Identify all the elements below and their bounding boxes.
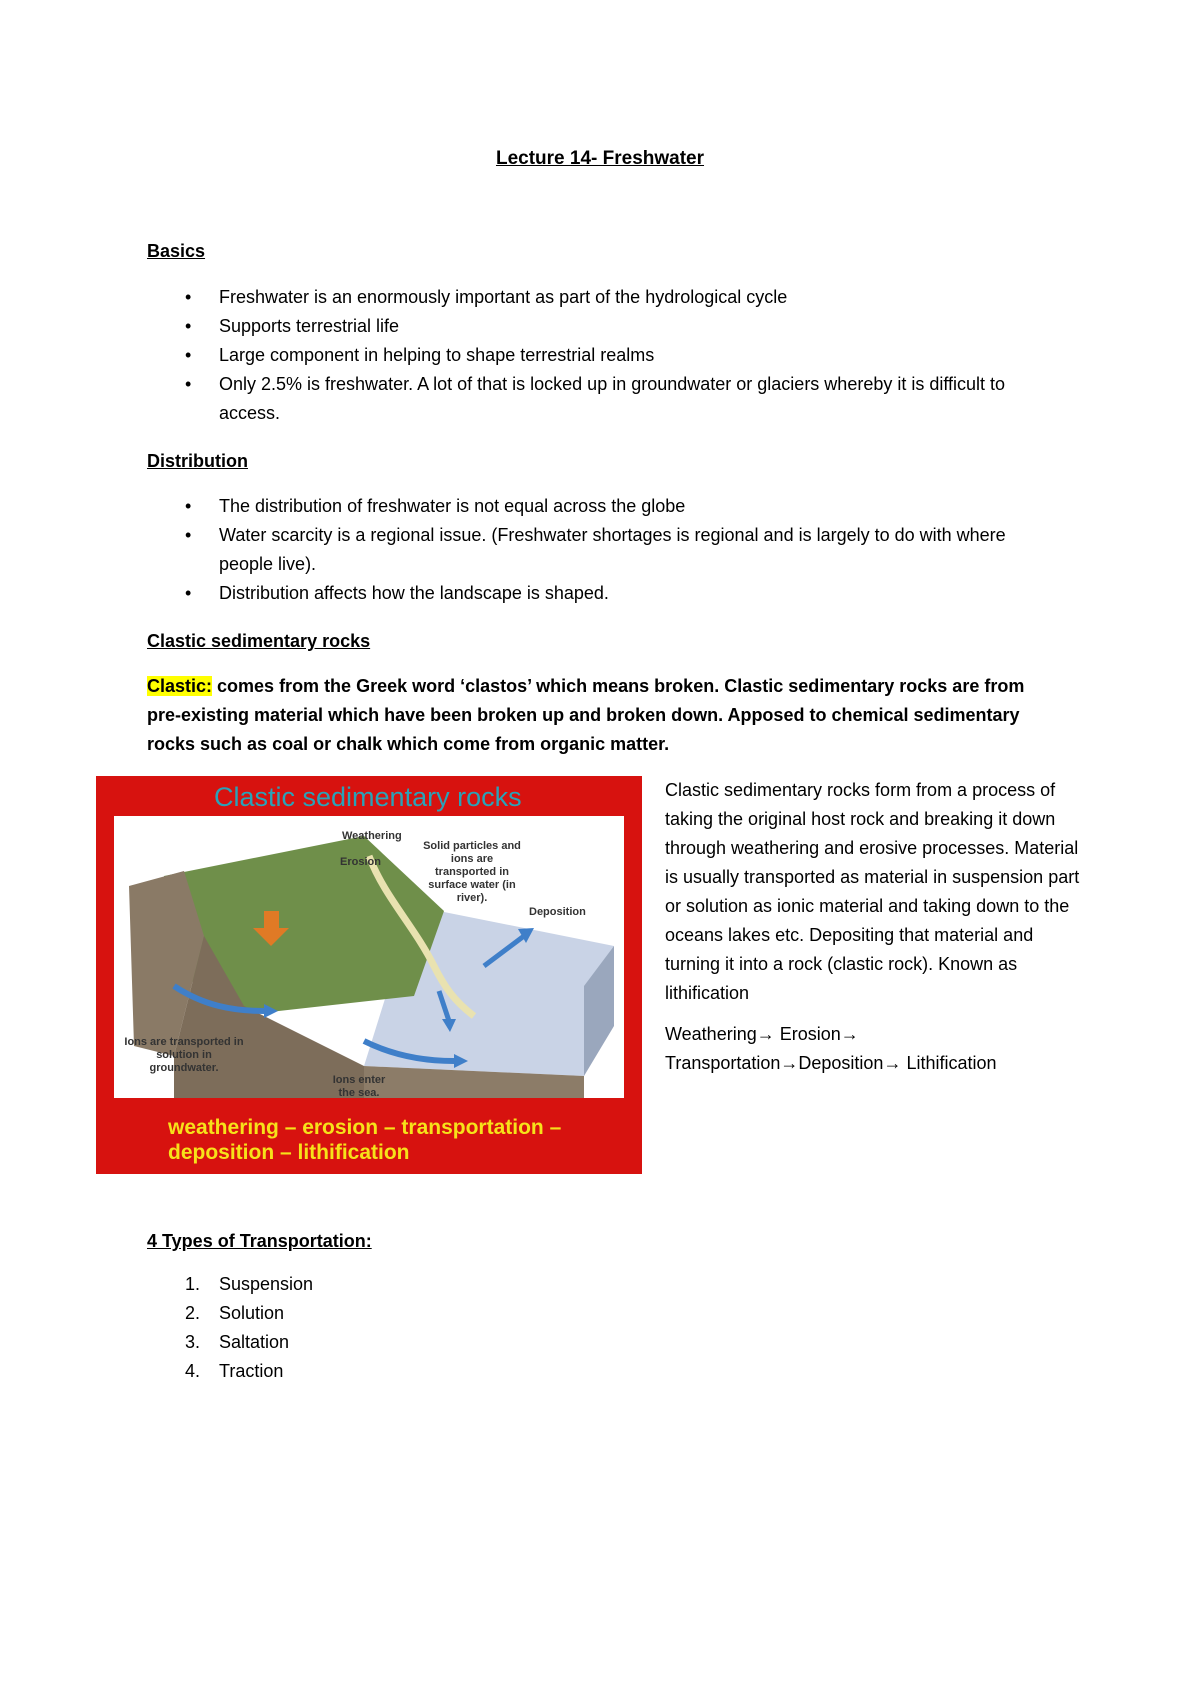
clastic-term: Clastic: — [147, 676, 213, 696]
list-item — [147, 1299, 1057, 1328]
list-item: • Supports terrestrial life — [147, 312, 1057, 341]
heading-basics: Basics — [147, 241, 206, 261]
label-ions-groundwater: Ions are transported in solution in groundwater. — [124, 1036, 244, 1074]
list-item: • Only 2.5% is freshwater. A lot of that is locked up in groundwater or glaciers whereby it is difficult to access. — [147, 370, 1057, 428]
side-text — [665, 776, 1085, 1078]
heading-clastic: Clastic sedimentary rocks — [147, 631, 371, 651]
list-number: 3. — [185, 1332, 201, 1352]
clastic-figure — [96, 776, 642, 1174]
list-item: • Freshwater is an enormously important as part of the hydrological cycle — [147, 283, 1057, 312]
list-item: • The distribution of freshwater is not equal across the globe — [147, 492, 1057, 521]
list-item — [147, 1270, 1057, 1299]
list-item: • Distribution affects how the landscape is shaped. — [147, 579, 1057, 608]
process-flow: Weathering→ Erosion→ Transportation→Deposition→ Lithification — [665, 1024, 997, 1073]
list-number: 2. — [185, 1303, 201, 1323]
label-ions-sea: Ions enter the sea. — [332, 1074, 386, 1098]
transport-list — [147, 1270, 1057, 1386]
clastic-definition-text: comes from the Greek word ‘clastos’ which means broken. Clastic sedimentary rocks are from pre-existing material which have been broken up and broken down. Apposed to chemical sedimentary rocks such as coal or chalk which come from organic matter. — [147, 676, 1025, 754]
heading-transportation: 4 Types of Transportation: — [147, 1231, 372, 1251]
figure-title: Clastic sedimentary rocks — [214, 782, 522, 812]
list-number: 1. — [185, 1274, 201, 1294]
clastic-definition — [147, 672, 1057, 759]
figure-caption-line2: deposition – lithification — [168, 1141, 410, 1164]
basics-list — [147, 283, 1057, 428]
list-item — [147, 1357, 1057, 1386]
list-item — [147, 1328, 1057, 1357]
list-item-text: Suspension — [219, 1274, 314, 1294]
list-number: 4. — [185, 1361, 201, 1381]
list-item: • Water scarcity is a regional issue. (Freshwater shortages is regional and is largely to do with where people live). — [147, 521, 1057, 579]
page-title: Lecture 14- Freshwater — [495, 148, 705, 169]
label-weathering: Weathering — [342, 830, 402, 842]
list-item-text: Solution — [219, 1303, 285, 1323]
list-item-text: Traction — [219, 1361, 284, 1381]
figure-caption-line1: weathering – erosion – transportation – — [168, 1116, 562, 1139]
label-deposition: Deposition — [529, 906, 586, 918]
list-item: • Large component in helping to shape terrestrial realms — [147, 341, 1057, 370]
list-item-text: Saltation — [219, 1332, 290, 1352]
label-solid-particles: Solid particles and ions are transported in surface water (in river). — [423, 840, 521, 904]
distribution-list — [147, 492, 1057, 608]
label-erosion: Erosion — [340, 856, 381, 868]
heading-distribution: Distribution — [147, 451, 248, 471]
figure-illustration — [114, 816, 624, 1098]
side-paragraph: Clastic sedimentary rocks form from a process of taking the original host rock and breaking it down through weathering and erosive processes. Material is usually transported as material in suspension part or solution as ionic material and taking down to the oceans lakes etc. Depositing that material and turning it into a rock (clastic rock). Known as lithification — [665, 780, 1080, 1003]
